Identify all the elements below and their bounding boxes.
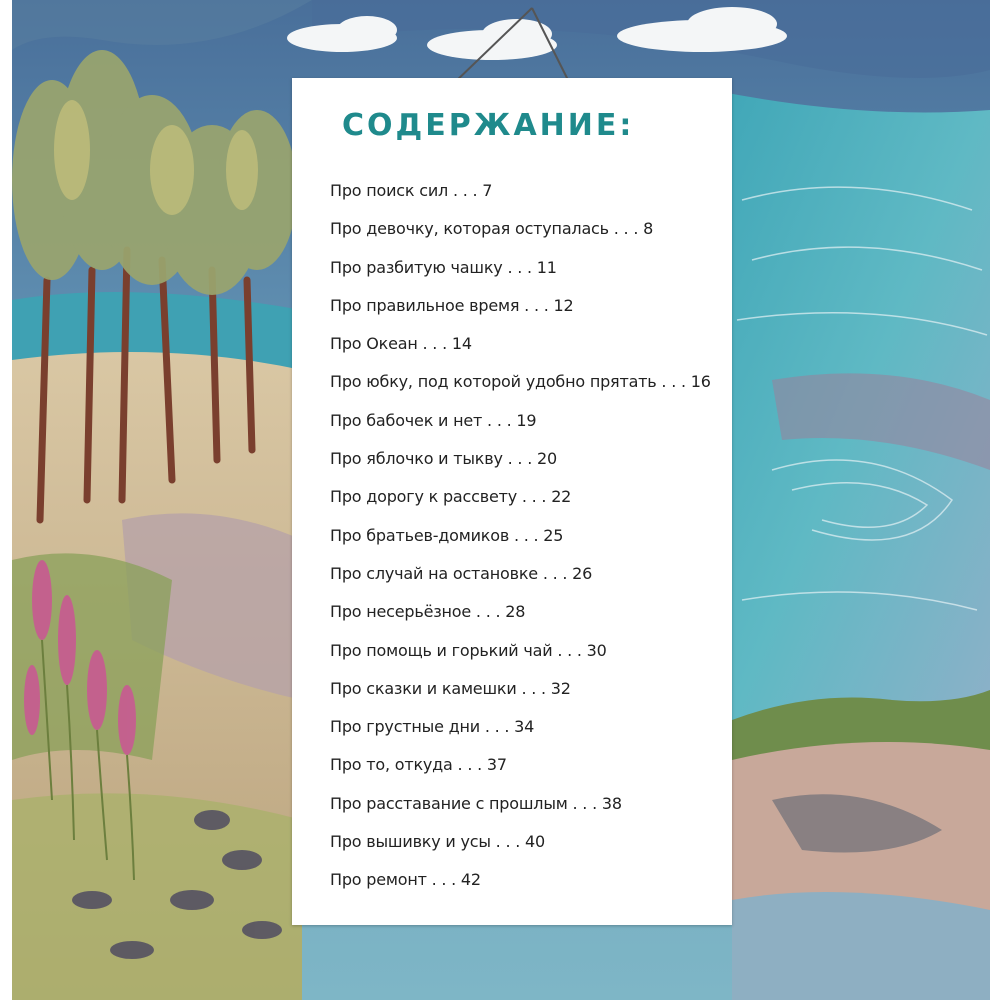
toc-entry-dots: . . . — [482, 410, 517, 430]
toc-entry-page-number: 22 — [551, 487, 572, 507]
toc-entry-page-number: 16 — [690, 372, 711, 392]
toc-entry-dots: . . . — [567, 793, 602, 813]
toc-entry-dots: . . . — [479, 717, 515, 737]
toc-entry-page-number: 11 — [536, 257, 557, 277]
toc-entry-title: Про девочку, которая оступалась — [330, 219, 609, 239]
toc-entry-dots: . . . — [502, 257, 537, 277]
toc-entry-title: Про яблочко и тыкву — [330, 449, 503, 469]
toc-entry — [330, 752, 730, 790]
toc-entry-dots: . . . — [537, 563, 573, 583]
toc-entry — [330, 638, 730, 676]
toc-entry-dots: . . . — [490, 832, 525, 852]
toc-entry-dots: . . . — [516, 678, 551, 698]
toc-entry-page-number: 30 — [586, 640, 607, 660]
toc-entry-page-number: 26 — [572, 563, 593, 583]
toc-entry — [330, 293, 730, 331]
toc-entry-title: Про Океан — [330, 334, 418, 354]
toc-entry — [330, 867, 730, 905]
toc-entry-title: Про помощь и горький чай — [330, 640, 553, 660]
toc-entry-title: Про поиск сил — [330, 181, 449, 200]
toc-entry — [330, 484, 730, 522]
toc-entry-page-number: 7 — [482, 181, 493, 200]
toc-heading: СОДЕРЖАНИЕ: — [342, 108, 635, 143]
toc-entry — [330, 599, 730, 637]
toc-entry-page-number: 42 — [460, 870, 481, 890]
toc-entry — [330, 331, 730, 369]
toc-entry-dots: . . . — [452, 755, 487, 775]
toc-entry-title: Про ремонт — [330, 870, 427, 890]
toc-entry-title: Про разбитую чашку — [330, 257, 503, 277]
toc-entry-dots: . . . — [552, 640, 587, 660]
toc-entry-dots: . . . — [509, 525, 544, 545]
toc-entry-title: Про бабочек и нет — [330, 410, 483, 430]
toc-entry-title: Про вышивку и усы — [330, 832, 491, 852]
toc-entry-page-number: 25 — [543, 525, 564, 545]
toc-entry-title: Про грустные дни — [330, 717, 480, 737]
toc-entry-page-number: 20 — [536, 449, 557, 469]
toc-entry-dots: . . . — [471, 602, 506, 622]
toc-entry-title: Про юбку, под которой удобно прятать — [330, 372, 657, 392]
bottom-meadow — [12, 793, 302, 1000]
toc-entry-title: Про расставание с прошлым — [330, 793, 568, 813]
book-page — [12, 0, 990, 1000]
toc-entry-title: Про случай на остановке — [330, 563, 538, 583]
toc-entry — [330, 255, 730, 293]
toc-entry — [330, 714, 730, 752]
toc-entry-dots: . . . — [519, 295, 554, 315]
toc-entry-page-number: 14 — [451, 334, 472, 354]
toc-entry-title: Про сказки и камешки — [330, 678, 517, 698]
toc-entry-page-number: 38 — [601, 793, 622, 813]
toc-entry-dots: . . . — [426, 870, 461, 890]
toc-entry-dots: . . . — [517, 487, 552, 507]
toc-entry-page-number: 37 — [486, 755, 507, 775]
toc-entry — [330, 523, 730, 561]
toc-entry — [330, 178, 730, 216]
toc-entry — [330, 369, 730, 407]
toc-entry-dots: . . . — [417, 334, 452, 354]
shore-water — [732, 892, 990, 1000]
toc-entry-page-number: 8 — [643, 219, 654, 239]
toc-entry-page-number: 32 — [550, 678, 571, 698]
toc-entry — [330, 561, 730, 599]
toc-entry-title: Про несерьёзное — [330, 602, 472, 622]
toc-entry-page-number: 12 — [553, 295, 574, 315]
toc-entry-title: Про братьев-домиков — [330, 525, 510, 545]
toc-list — [330, 178, 730, 906]
toc-entry — [330, 446, 730, 484]
toc-entry — [330, 829, 730, 867]
toc-entry-page-number: 28 — [505, 602, 526, 622]
table-of-contents-card — [292, 78, 732, 925]
toc-entry-dots: . . . — [448, 181, 483, 200]
toc-entry — [330, 676, 730, 714]
toc-entry-dots: . . . — [656, 372, 691, 392]
toc-entry-title: Про правильное время — [330, 295, 520, 315]
toc-entry-page-number: 34 — [514, 717, 535, 737]
toc-entry — [330, 791, 730, 829]
toc-entry-page-number: 19 — [516, 410, 537, 430]
toc-entry-title: Про дорогу к рассвету — [330, 487, 517, 507]
toc-entry-page-number: 40 — [525, 832, 545, 852]
toc-entry — [330, 216, 730, 254]
toc-entry-title: Про то, откуда — [330, 755, 453, 775]
toc-entry-dots: . . . — [608, 219, 644, 239]
toc-entry-dots: . . . — [502, 449, 537, 469]
toc-entry — [330, 408, 730, 446]
